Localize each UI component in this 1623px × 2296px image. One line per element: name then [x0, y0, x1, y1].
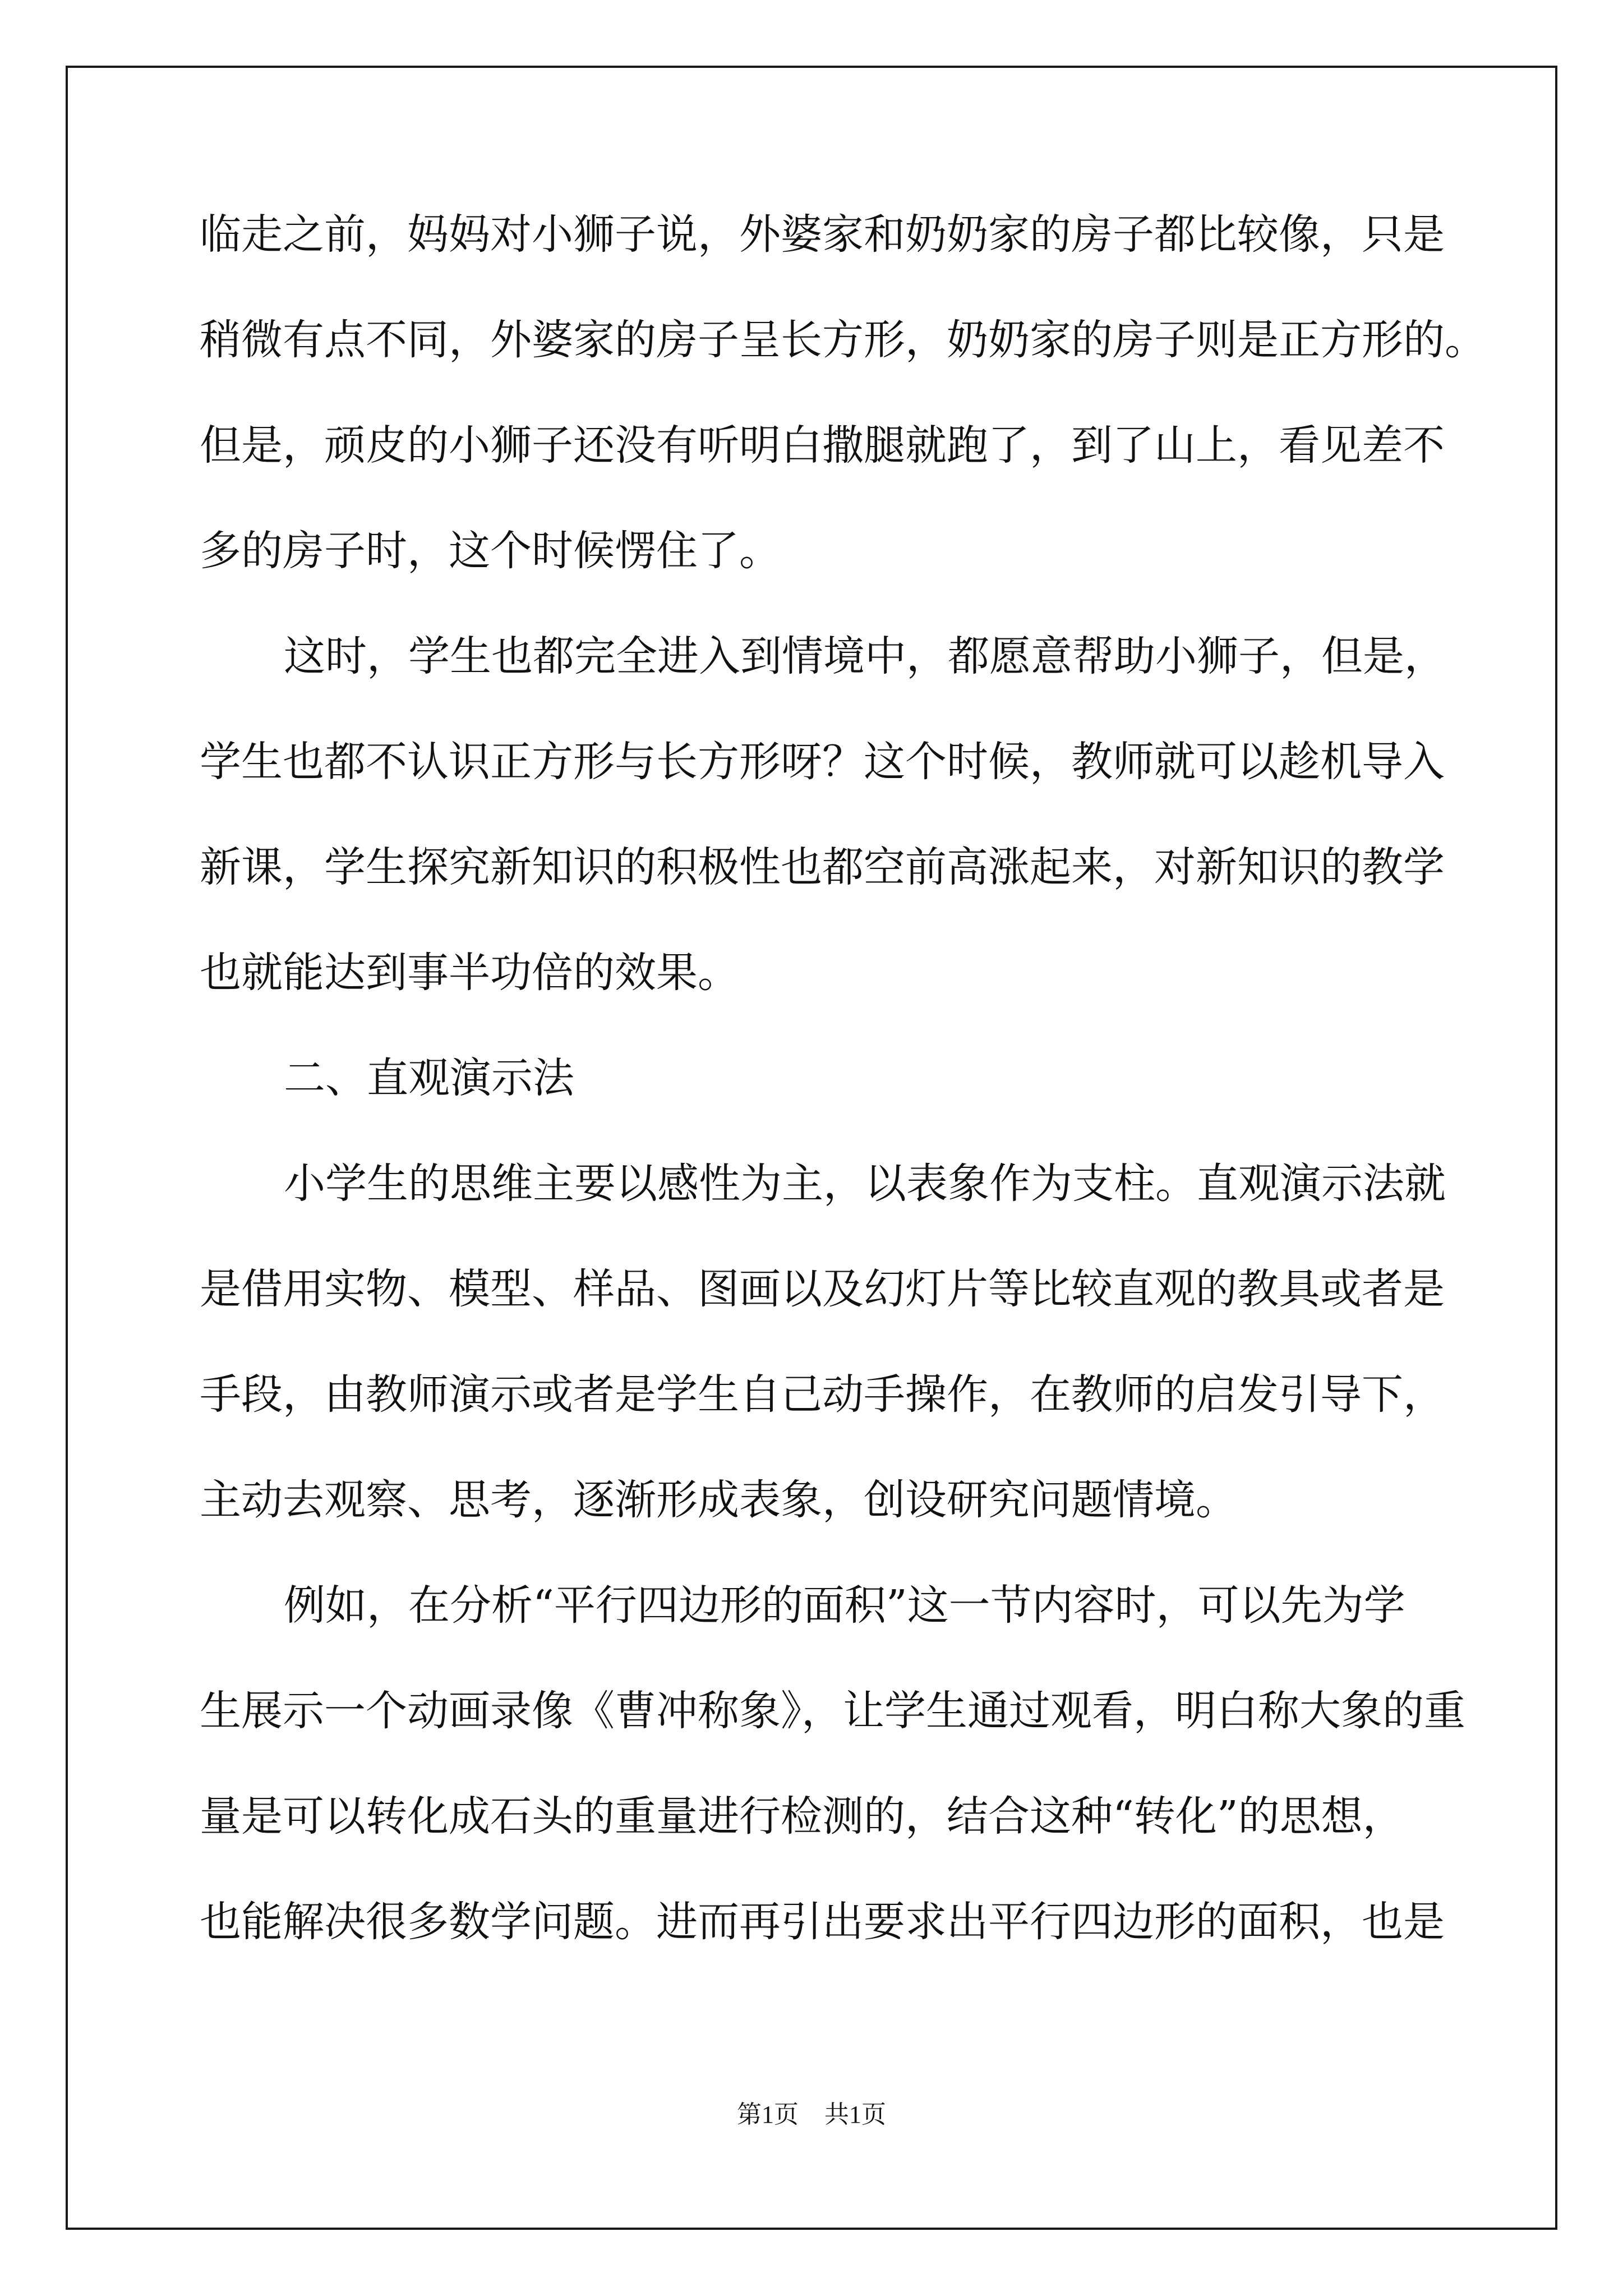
text-line: 手段，由教师演示或者是学生自己动手操作，在教师的启发引导下，: [200, 1370, 1445, 1419]
page-footer: [0, 2098, 1623, 2132]
page-number: 第1页: [737, 2101, 799, 2128]
paragraph-start: 小学生的思维主要以感性为主，以表象作为支柱。直观演示法就: [284, 1159, 1446, 1208]
text-line: 主动去观察、思考，逐渐形成表象，创设研究问题情境。: [200, 1476, 1237, 1524]
text-line: 稍微有点不同，外婆家的房子呈长方形，奶奶家的房子则是正方形的。: [200, 316, 1486, 364]
page-total: 共1页: [824, 2101, 886, 2128]
text-line: 量是可以转化成石头的重量进行检测的，结合这种“转化”的思想，: [200, 1792, 1404, 1841]
text-line: 是借用实物、模型、样品、图画以及幻灯片等比较直观的教具或者是: [200, 1265, 1445, 1313]
text-line: 多的房子时，这个时候愣住了。: [200, 527, 781, 575]
text-line: 也就能达到事半功倍的效果。: [200, 949, 739, 997]
paragraph-start: 这时，学生也都完全进入到情境中，都愿意帮助小狮子，但是，: [284, 632, 1446, 680]
text-line: 生展示一个动画录像《曹冲称象》，让学生通过观看，明白称大象的重: [200, 1687, 1465, 1735]
text-line: 也能解决很多数学问题。进而再引出要求出平行四边形的面积，也是: [200, 1898, 1445, 1946]
text-line: 新课，学生探究新知识的积极性也都空前高涨起来，对新知识的教学: [200, 843, 1445, 891]
section-heading: 二、直观演示法: [284, 1054, 574, 1102]
text-line: 临走之前，妈妈对小狮子说，外婆家和奶奶家的房子都比较像，只是: [200, 210, 1445, 259]
text-line: 但是，顽皮的小狮子还没有听明白撒腿就跑了，到了山上，看见差不: [200, 421, 1445, 470]
text-line: 学生也都不认识正方形与长方形呀？这个时候，教师就可以趁机导入: [200, 738, 1445, 786]
paragraph-start: 例如，在分析“平行四边形的面积”这一节内容时，可以先为学: [284, 1581, 1405, 1630]
